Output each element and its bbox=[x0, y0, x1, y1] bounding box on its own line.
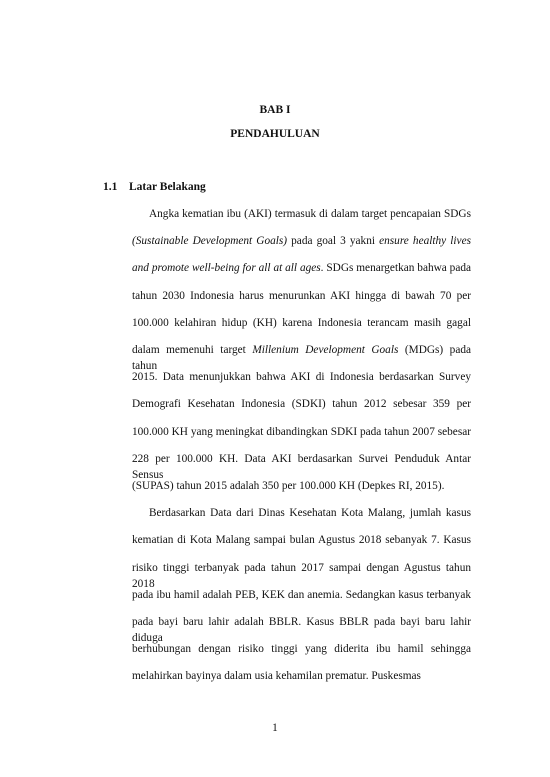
text-line bbox=[132, 560, 471, 590]
text-line bbox=[132, 233, 471, 249]
text-segment: berhubungan dengan risiko tinggi yang diderita ibu hamil sehingga bbox=[132, 643, 471, 656]
text-line bbox=[132, 478, 471, 494]
chapter-heading: BAB I bbox=[259, 104, 291, 116]
chapter-title: PENDAHULUAN bbox=[230, 128, 320, 140]
text-segment: 100.000 KH yang meningkat dibandingkan SDKI pada tahun 2007 sebesar bbox=[132, 425, 471, 438]
text-segment: Angka kematian ibu (AKI) termasuk di dalam target pencapaian SDGs bbox=[149, 208, 471, 220]
text-segment: kematian di Kota Malang sampai bulan Agustus 2018 sebanyak 7. Kasus bbox=[132, 534, 471, 547]
italic-text: and promote well-being for all at all ages bbox=[132, 262, 321, 275]
text-line bbox=[132, 532, 471, 548]
text-line bbox=[132, 342, 471, 372]
text-line bbox=[132, 369, 471, 385]
text-segment: Berdasarkan Data dari Dinas Kesehatan Kota Malang, jumlah kasus bbox=[149, 507, 471, 520]
text-line bbox=[132, 668, 471, 684]
text-line bbox=[132, 587, 471, 603]
text-line bbox=[132, 424, 471, 440]
text-line bbox=[132, 641, 471, 657]
section-number: 1.1 bbox=[103, 181, 118, 193]
text-line bbox=[132, 206, 471, 222]
text-segment: (SUPAS) tahun 2015 adalah 350 per 100.000 KH (Depkes RI, 2015). bbox=[132, 480, 445, 492]
text-segment: dalam memenuhi target bbox=[132, 344, 253, 356]
text-line bbox=[132, 315, 471, 331]
text-line bbox=[132, 260, 471, 276]
text-segment: tahun 2030 Indonesia harus menurunkan AKI hingga di bawah 70 per bbox=[132, 289, 471, 302]
italic-text: ensure healthy lives bbox=[379, 235, 471, 248]
text-segment: Demografi Kesehatan Indonesia (SDKI) tahun 2012 sebesar 359 per bbox=[132, 398, 471, 411]
text-segment: risiko tinggi terbanyak pada tahun 2017 sampai dengan Agustus tahun 2018 bbox=[132, 561, 471, 590]
text-line bbox=[132, 288, 471, 304]
text-segment: melahirkan bayinya dalam usia kehamilan prematur. Puskesmas bbox=[132, 670, 421, 683]
text-line bbox=[132, 505, 471, 521]
italic-text: (Sustainable Development Goals) bbox=[132, 235, 288, 248]
page-number: 1 bbox=[272, 722, 278, 734]
section-heading bbox=[103, 181, 206, 193]
text-line bbox=[132, 451, 471, 481]
text-segment: (MDGs) pada tahun bbox=[132, 344, 471, 372]
text-segment: 2015. Data menunjukkan bahwa AKI di Indonesia berdasarkan Survey bbox=[132, 371, 471, 384]
text-line bbox=[132, 396, 471, 412]
section-title: Latar Belakang bbox=[129, 181, 206, 193]
text-segment: pada bayi baru lahir adalah BBLR. Kasus BBLR pada bayi baru lahir diduga bbox=[132, 616, 471, 644]
text-segment: 228 per 100.000 KH. Data AKI berdasarkan Survei Penduduk Antar Sensus bbox=[132, 452, 471, 481]
text-segment: pada goal 3 yakni bbox=[287, 235, 380, 248]
italic-text: Millenium Development Goals bbox=[252, 344, 399, 356]
text-segment: 100.000 kelahiran hidup (KH) karena Indonesia terancam masih gagal bbox=[132, 316, 471, 329]
text-segment: . SDGs menargetkan bahwa pada bbox=[320, 262, 471, 275]
text-segment: pada ibu hamil adalah PEB, KEK dan anemia. Sedangkan kasus terbanyak bbox=[132, 588, 471, 601]
text-line bbox=[132, 614, 471, 644]
